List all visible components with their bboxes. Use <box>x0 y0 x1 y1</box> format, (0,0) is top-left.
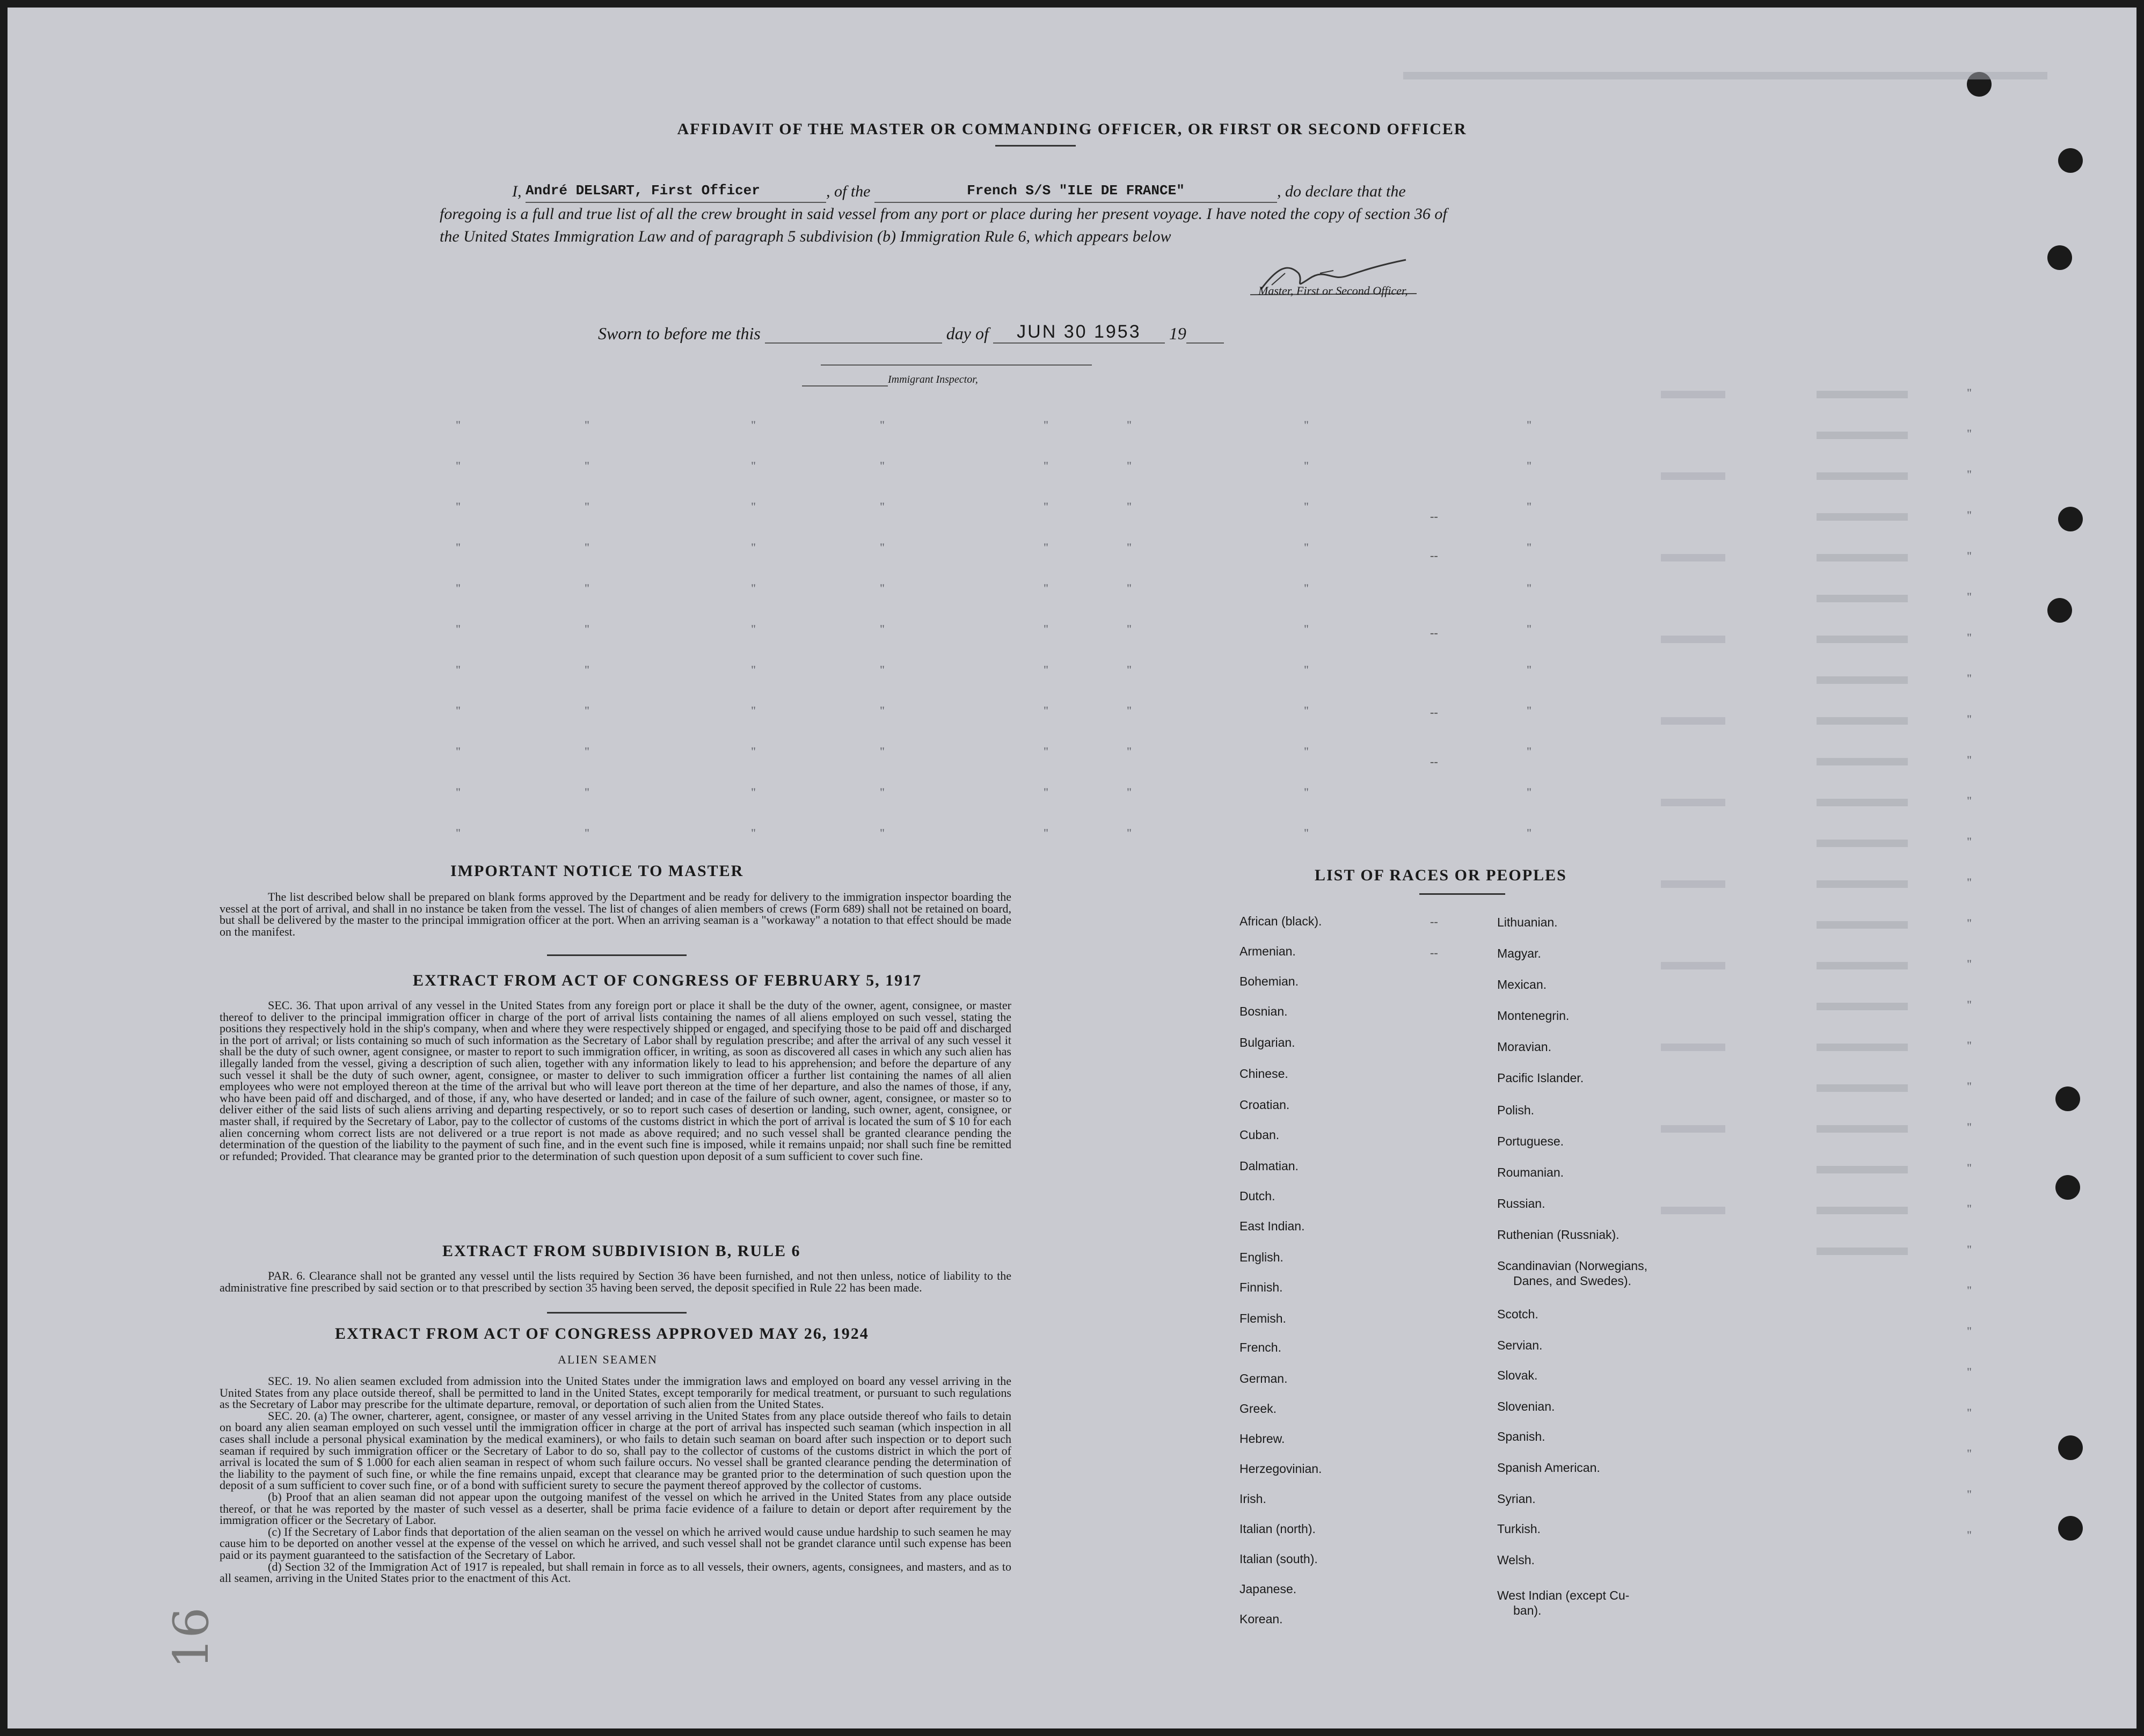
race-item: English. <box>1239 1250 1284 1264</box>
race-item: African (black). <box>1239 914 1322 928</box>
race-item: Chinese. <box>1239 1067 1288 1081</box>
ditto-mark: " <box>751 581 756 595</box>
year-prefix: 19 <box>1169 324 1186 343</box>
ditto-mark: " <box>456 541 461 554</box>
race-item: Portuguese. <box>1497 1134 1564 1148</box>
ditto-mark: " <box>1967 1406 1972 1419</box>
ditto-mark: " <box>1527 418 1532 432</box>
vessel-field <box>874 178 1277 203</box>
race-item: Italian (north). <box>1239 1522 1316 1536</box>
race-item: Herzegovinian. <box>1239 1462 1322 1476</box>
ditto-mark: " <box>1967 1487 1972 1501</box>
bleed-through-row <box>1817 1084 1908 1092</box>
race-item: Croatian. <box>1239 1098 1290 1112</box>
race-item: Korean. <box>1239 1612 1283 1626</box>
race-item: Russian. <box>1497 1197 1545 1210</box>
inspector-signature-line <box>821 364 1092 366</box>
ditto-mark: " <box>1304 785 1309 799</box>
bleed-through-row <box>1661 1125 1725 1133</box>
ditto-mark: " <box>1304 663 1309 676</box>
ditto-mark: " <box>751 418 756 432</box>
ditto-mark: " <box>880 745 885 758</box>
ditto-mark: " <box>1967 1039 1972 1052</box>
ditto-mark: " <box>1304 459 1309 472</box>
bleed-through-row <box>1817 1125 1908 1133</box>
ditto-mark: " <box>751 663 756 676</box>
ditto-mark: " <box>1304 704 1309 717</box>
race-item: Spanish. <box>1497 1429 1545 1443</box>
ditto-mark: " <box>1967 916 1972 930</box>
i-prefix: I, <box>512 183 522 200</box>
race-item: Servian. <box>1497 1338 1543 1352</box>
ditto-mark: " <box>1527 785 1532 799</box>
ditto-mark: " <box>880 826 885 840</box>
bleed-through-row <box>1661 554 1725 561</box>
ditto-mark: " <box>1527 745 1532 758</box>
ditto-mark: " <box>585 541 589 554</box>
bleed-through-row <box>1817 472 1908 480</box>
dash-mark: -- <box>1430 626 1438 639</box>
bleed-through-row <box>1817 432 1908 439</box>
bleed-through-row <box>1817 595 1908 602</box>
race-item: Montenegrin. <box>1497 1009 1570 1023</box>
officer-name-field <box>526 178 826 203</box>
race-item: Italian (south). <box>1239 1552 1318 1566</box>
bleed-through-row <box>1817 840 1908 847</box>
ditto-mark: " <box>1044 541 1048 554</box>
ditto-mark: " <box>1304 622 1309 636</box>
bleed-through-row <box>1817 1207 1908 1214</box>
bleed-through-row <box>1817 513 1908 521</box>
signature-caption: Master, First or Second Officer, <box>1258 284 1408 297</box>
ditto-mark: " <box>1304 541 1309 554</box>
vessel-name: French S/S "ILE DE FRANCE" <box>967 183 1185 199</box>
race-item: Lithuanian. <box>1497 915 1558 929</box>
ditto-mark: " <box>1527 541 1532 554</box>
ditto-mark: " <box>1304 418 1309 432</box>
manifest-page <box>8 8 2136 1728</box>
dash-mark: -- <box>1430 755 1438 768</box>
race-item: Ruthenian (Russniak). <box>1497 1228 1620 1242</box>
ditto-mark: " <box>1044 745 1048 758</box>
ditto-mark: " <box>880 541 885 554</box>
dash-mark: -- <box>1430 946 1438 959</box>
affidavit-title: AFFIDAVIT OF THE MASTER OR COMMANDING OFFICER, OR FIRST OR SECOND OFFICER <box>677 120 1467 138</box>
ditto-mark: " <box>1044 500 1048 513</box>
bleed-through-row <box>1817 1166 1908 1173</box>
race-item: Spanish American. <box>1497 1461 1600 1475</box>
declaration-text: that the foregoing is a full and true list of all the crew brought in said vessel from any port or place during her present voyage. I have noted the copy of section 36 of the United States Immigration Law and of paragraph 5 subdivision (b) Immigration Rule 6, which appears below <box>440 183 1447 245</box>
ditto-mark: " <box>1527 581 1532 595</box>
ditto-mark: " <box>456 622 461 636</box>
ditto-mark: " <box>1527 663 1532 676</box>
bleed-through-row <box>1817 880 1908 888</box>
ditto-mark: " <box>1127 704 1132 717</box>
bleed-through-row <box>1661 880 1725 888</box>
bleed-through-row <box>1817 1003 1908 1010</box>
ditto-mark: " <box>1127 500 1132 513</box>
ditto-mark: " <box>1967 549 1972 563</box>
bleed-through-row <box>1661 1207 1725 1214</box>
ditto-mark: " <box>1127 622 1132 636</box>
race-item: Bosnian. <box>1239 1004 1288 1018</box>
ditto-mark: " <box>1967 794 1972 807</box>
ditto-mark: " <box>1967 1283 1972 1297</box>
ditto-mark: " <box>1127 418 1132 432</box>
extract-1917-text: SEC. 36. That upon arrival of any vessel in the United States from any foreign port or place it shall be the duty of the owner, agent, consignee, or master thereof to deliver to the principal immigration officer in charge of the port of arrival lists containing the names of all aliens employed on such vessel, stating the positions they respectively hold in the ship's company, when and where they were respectively shipped or engaged, and specifying those to be paid off and discharged in the port of arrival; or lists containing so much of such information as the Secretary of Labor shall by regulation prescribe; and after the arrival of any such vessel it shall be the duty of such owner, agent consignee, or master to report to such immigration officer, in writing, as soon as discovered all cases in which any such alien has illegally landed from the vessel, giving a description of such alien, together with any information likely to lead to his apprehension; and before the departure of any such vessel it shall be the duty of such owner, agent, consignee, or master to deliver to such immigration officer a further list containing the names of all alien employees who were not employed thereon at the time of the arrival but who will leave port thereon at the time of her departure, and also the names of those, if any, who have been paid off and discharged, and of those, if any, who have deserted or landed; and in case of the failure of such owner, agent, consignee, or master so to deliver either of the said lists of such aliens arriving and departing respectively, or so to report such cases of desertion or landing, such owner, agent, consignee, or master shall, if required by the Secretary of Labor, pay to the collector of customs of the customs district in which the port of arrival is located the sum of $ 10 for each alien concerning whom correct lists are not delivered or a true report is not made as above required; and no such vessel shall be granted clearance pending the determination of the question of the liability to the payment of such fine, and in the event such fine is imposed, while it remains unpaid; nor shall such fine be remitted or refunded; Provided. That clearance may be granted prior to the determination of such question upon deposit of a sum sufficient to cover such fine. <box>220 998 1011 1163</box>
ditto-mark: " <box>880 581 885 595</box>
divider <box>547 954 687 956</box>
ditto-mark: " <box>456 663 461 676</box>
ditto-mark: " <box>751 745 756 758</box>
bleed-through-row <box>1661 391 1725 398</box>
ditto-mark: " <box>1127 663 1132 676</box>
bleed-through-row <box>1817 758 1908 765</box>
ditto-mark: " <box>1967 1079 1972 1093</box>
ditto-mark: " <box>1967 1365 1972 1378</box>
ditto-mark: " <box>1044 581 1048 595</box>
ditto-mark: " <box>751 459 756 472</box>
extract-rule6-text: PAR. 6. Clearance shall not be granted any vessel until the lists required by Section 36 have been furnished, and not then unless, notice of liability to the administrative fine prescribed by said section or to that prescribed by section 35 having been served, the deposit specified in Rule 22 has been made. <box>220 1269 1011 1294</box>
race-item: Slovenian. <box>1497 1399 1555 1413</box>
race-item: Hebrew. <box>1239 1432 1285 1446</box>
divider <box>1419 893 1505 895</box>
ditto-mark: " <box>456 500 461 513</box>
ditto-mark: " <box>1527 500 1532 513</box>
dash-mark: -- <box>1430 509 1438 523</box>
ditto-mark: " <box>1967 508 1972 522</box>
extract-1924-title: EXTRACT FROM ACT OF CONGRESS APPROVED MAY 26, 1924 <box>335 1325 869 1343</box>
ditto-mark: " <box>456 459 461 472</box>
ditto-mark: " <box>585 459 589 472</box>
sec-20d: (d) Section 32 of the Immigration Act of 1917 is repealed, but shall remain in force as to all vessels, their owners, agents, consignees, and masters, and as to all seamen, arriving in the United States prior to the enactment of this Act. <box>220 1559 1011 1585</box>
race-item: Greek. <box>1239 1402 1277 1416</box>
ditto-mark: " <box>1967 672 1972 685</box>
alien-seamen-subtitle: ALIEN SEAMEN <box>558 1353 658 1366</box>
ditto-mark: " <box>751 500 756 513</box>
inspector-label-line <box>802 385 888 386</box>
race-item: East Indian. <box>1239 1219 1305 1233</box>
sworn-line <box>598 322 1224 344</box>
race-item: Armenian. <box>1239 944 1296 958</box>
race-item: Japanese. <box>1239 1582 1297 1596</box>
race-item: Syrian. <box>1497 1492 1536 1506</box>
divider <box>547 1312 687 1314</box>
ditto-mark: " <box>1044 704 1048 717</box>
ditto-mark: " <box>751 622 756 636</box>
ditto-mark: " <box>1967 835 1972 848</box>
bleed-through-row <box>1817 676 1908 684</box>
extract-1917-title: EXTRACT FROM ACT OF CONGRESS OF FEBRUARY 5, 1917 <box>413 972 922 989</box>
ditto-mark: " <box>456 704 461 717</box>
ditto-mark: " <box>1967 998 1972 1011</box>
race-item: Pacific Islander. <box>1497 1071 1584 1085</box>
date-stamp: JUN 30 1953 <box>1017 322 1141 342</box>
title-underline <box>995 145 1076 147</box>
ditto-mark: " <box>1127 541 1132 554</box>
ditto-mark: " <box>880 418 885 432</box>
ditto-mark: " <box>1127 745 1132 758</box>
ditto-mark: " <box>1527 826 1532 840</box>
race-item: Bohemian. <box>1239 974 1299 988</box>
bleed-through-row <box>1661 962 1725 969</box>
bleed-through-row <box>1817 921 1908 929</box>
ditto-mark: " <box>585 704 589 717</box>
ditto-mark: " <box>1967 631 1972 644</box>
ditto-mark: " <box>751 826 756 840</box>
ditto-mark: " <box>751 704 756 717</box>
ditto-mark: " <box>585 581 589 595</box>
race-item: Dutch. <box>1239 1189 1275 1203</box>
sec-20b: (b) Proof that an alien seaman did not appear upon the outgoing manifest of the vessel on which he arrived in the United States from any place outside thereof, or that he was reported by the master of such vessel as a deserter, shall be prima facie evidence of a failure to detain or deport after requirement by the immigration officer or the Secretary of Labor. <box>220 1490 1011 1527</box>
ditto-mark: " <box>1127 459 1132 472</box>
ditto-mark: " <box>880 785 885 799</box>
inspector-label: Immigrant Inspector, <box>888 374 978 385</box>
ditto-mark: " <box>1967 1243 1972 1256</box>
race-item: Polish. <box>1497 1103 1535 1117</box>
extract-1924-text <box>220 1375 1011 1584</box>
race-item: Mexican. <box>1497 978 1547 991</box>
ditto-mark: " <box>1304 500 1309 513</box>
bleed-through-row <box>1817 1248 1908 1255</box>
bleed-through-row <box>1661 636 1725 643</box>
bleed-through-row <box>1817 962 1908 969</box>
race-item: Welsh. <box>1497 1553 1535 1567</box>
race-item: Moravian. <box>1497 1040 1551 1054</box>
ditto-mark: " <box>1044 418 1048 432</box>
bleed-through-row <box>1817 1044 1908 1051</box>
race-item: Cuban. <box>1239 1128 1280 1142</box>
ditto-mark: " <box>585 826 589 840</box>
dash-mark: -- <box>1430 549 1438 562</box>
race-item: ban). <box>1513 1603 1542 1617</box>
ditto-mark: " <box>1967 753 1972 767</box>
ditto-mark: " <box>1967 1120 1972 1134</box>
ditto-mark: " <box>456 418 461 432</box>
ditto-mark: " <box>1967 468 1972 481</box>
ditto-mark: " <box>1044 663 1048 676</box>
bleed-through-row <box>1817 717 1908 725</box>
race-item: Danes, and Swedes). <box>1513 1274 1631 1288</box>
ditto-mark: " <box>1527 622 1532 636</box>
races-title: LIST OF RACES OR PEOPLES <box>1315 866 1567 884</box>
ditto-mark: " <box>1967 386 1972 399</box>
ditto-mark: " <box>1044 785 1048 799</box>
bleed-through-row <box>1817 391 1908 398</box>
ditto-mark: " <box>1967 1324 1972 1338</box>
ditto-mark: " <box>1967 957 1972 971</box>
ditto-mark: " <box>1967 876 1972 889</box>
ditto-mark: " <box>585 500 589 513</box>
ditto-mark: " <box>1304 826 1309 840</box>
day-of-label: day of <box>946 324 989 343</box>
ditto-mark: " <box>880 704 885 717</box>
sec-20a: SEC. 20. (a) The owner, charterer, agent, consignee, or master of any vessel arriving in the United States from any place outside thereof who fails to detain on board any alien seaman employed on such vessel until the immigration officer in charge at the port of arrival has inspected such seaman (which inspection in all cases shall include a personal physical examination by the medical examiners), or who fails to detain such seaman on board after such inspection or to deport such seaman if required by such immigration officer or the Secretary of Labor to do so, shall pay to the collector of customs of the customs district in which the port of arrival is located the sum of $ 1.000 for each alien seaman in respect of whom such failure occurs. No vessel shall be granted clearance pending the determination of the liability to the payment of such fine, or while the fine remains unpaid, except that clearance may be granted prior to the determination of such question upon the deposit of a sum sufficient to cover such fine, or of a bond with sufficient surety to secure the payment thereof approved by the collector of customs. <box>220 1409 1011 1492</box>
ditto-mark: " <box>1044 459 1048 472</box>
ditto-mark: " <box>1044 826 1048 840</box>
ditto-mark: " <box>751 541 756 554</box>
race-item: Bulgarian. <box>1239 1035 1295 1049</box>
ditto-mark: " <box>456 785 461 799</box>
race-item: Turkish. <box>1497 1522 1541 1536</box>
margin-note: 16 <box>163 1607 220 1669</box>
ditto-mark: " <box>1967 1202 1972 1215</box>
ditto-mark: " <box>585 418 589 432</box>
sworn-label: Sworn to before me this <box>598 324 761 343</box>
ditto-mark: " <box>1304 745 1309 758</box>
race-item: Roumanian. <box>1497 1165 1564 1179</box>
race-item: French. <box>1239 1340 1281 1354</box>
ditto-mark: " <box>751 785 756 799</box>
race-item: Dalmatian. <box>1239 1159 1299 1173</box>
ditto-mark: " <box>1967 1528 1972 1542</box>
ditto-mark: " <box>1967 427 1972 440</box>
race-item: Scandinavian (Norwegians, <box>1497 1259 1647 1273</box>
race-item: Finnish. <box>1239 1280 1283 1294</box>
ditto-mark: " <box>585 622 589 636</box>
ditto-mark: " <box>1967 590 1972 603</box>
race-item: Scotch. <box>1497 1307 1538 1321</box>
ditto-mark: " <box>1304 581 1309 595</box>
ditto-mark: " <box>456 826 461 840</box>
race-item: Slovak. <box>1497 1368 1538 1382</box>
ditto-mark: " <box>456 581 461 595</box>
ditto-mark: " <box>1127 826 1132 840</box>
ditto-mark: " <box>1967 1447 1972 1460</box>
ditto-mark: " <box>1127 581 1132 595</box>
of-label: , of the <box>826 183 871 200</box>
bleed-through-row <box>1661 799 1725 806</box>
ditto-mark: " <box>880 459 885 472</box>
ditto-mark: " <box>880 500 885 513</box>
bleed-through-row <box>1661 717 1725 725</box>
sec-20c: (c) If the Secretary of Labor finds that deportation of the alien seaman on the vessel on which he arrived would cause undue hardship to such seamen he may cause him to be deported on another vessel at the expense of the vessel on which he arrived, and such vessel shall not be grandet clarance until such expense has been paid or its payment guaranteed to the satisfaction of the Secretary of Labor. <box>220 1525 1011 1562</box>
dash-mark: -- <box>1430 915 1438 928</box>
bleed-through-row <box>1661 472 1725 480</box>
notice-title: IMPORTANT NOTICE TO MASTER <box>450 862 744 880</box>
sec-19: SEC. 19. No alien seamen excluded from admission into the United States under the immigration laws and employed on board any vessel arriving in the United States from any place outside thereof, shall be permitted to land in the United States, except temporarily for medical treatment, or pursuant to such regulations as the Secretary of Labor may prescribe for the ultimate departure, removal, or deportation of such alien from the United States. <box>220 1374 1011 1411</box>
ditto-mark: " <box>880 622 885 636</box>
bleed-through-row <box>1817 799 1908 806</box>
notice-text: The list described below shall be prepared on blank forms approved by the Department and be ready for delivery to the immigration inspector boarding the vessel at the port of arrival, and shall in no instance be taken from the vessel. The list of changes of alien members of crews (Form 689) shall not be retained on board, but shall be delivered by the master to the principal immigration officer at the port. When an arriving seaman is a "workaway" a notation to that effect should be made on the manifest. <box>220 890 1011 938</box>
ditto-mark: " <box>880 663 885 676</box>
ditto-mark: " <box>456 745 461 758</box>
ditto-mark: " <box>585 785 589 799</box>
declaration-block <box>440 178 1449 248</box>
bleed-through-row <box>1817 636 1908 643</box>
race-item: German. <box>1239 1372 1288 1385</box>
ditto-mark: " <box>585 745 589 758</box>
officer-name: André DELSART, First Officer <box>526 183 760 199</box>
race-item: Flemish. <box>1239 1311 1286 1325</box>
do-declare: , do declare <box>1277 183 1353 200</box>
race-item: West Indian (except Cu- <box>1497 1588 1630 1602</box>
ditto-mark: " <box>1527 459 1532 472</box>
dash-mark: -- <box>1430 705 1438 719</box>
bleed-through-row <box>1661 1044 1725 1051</box>
ditto-mark: " <box>1127 785 1132 799</box>
ditto-mark: " <box>585 663 589 676</box>
ditto-mark: " <box>1527 704 1532 717</box>
race-item: Irish. <box>1239 1492 1266 1506</box>
ditto-mark: " <box>1967 1161 1972 1175</box>
race-item: Magyar. <box>1497 946 1541 960</box>
bleed-through-row <box>1817 554 1908 561</box>
ditto-mark: " <box>1967 712 1972 726</box>
extract-rule6-title: EXTRACT FROM SUBDIVISION B, RULE 6 <box>442 1242 801 1260</box>
ditto-mark: " <box>1044 622 1048 636</box>
